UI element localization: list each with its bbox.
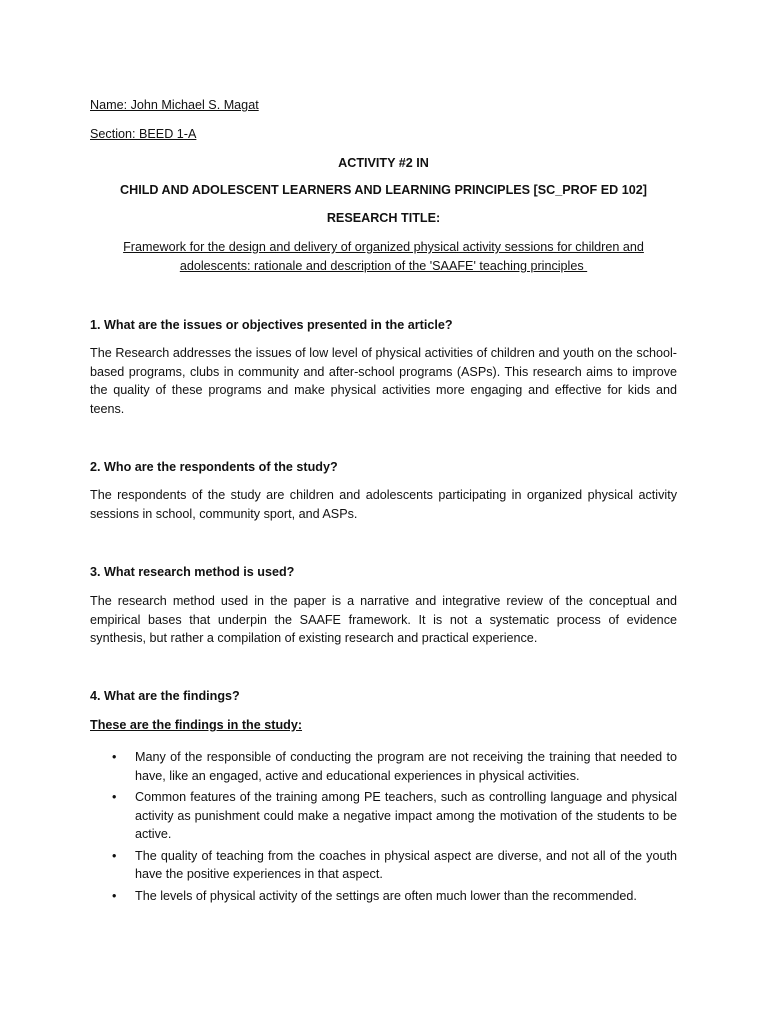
student-name: Name: John Michael S. Magat bbox=[90, 98, 259, 112]
finding-text: Many of the responsible of conducting the program are not receiving the training that needed to have, like an engaged, active and educational experiences in physical activities. bbox=[135, 750, 677, 783]
answer-1: The Research addresses the issues of low level of physical activities of children and youth on the school-based programs, clubs in community and after-school programs (ASPs). This research aims to improve the quality of these programs and make physical activities more engaging and effective for kids and teens. bbox=[90, 346, 677, 416]
bullet-icon: • bbox=[112, 888, 117, 903]
question-3: 3. What research method is used? bbox=[90, 565, 295, 579]
course-heading: CHILD AND ADOLESCENT LEARNERS AND LEARNING PRINCIPLES [SC_PROF ED 102] bbox=[120, 183, 647, 197]
list-item bbox=[112, 847, 677, 884]
research-title-label: RESEARCH TITLE: bbox=[326, 211, 441, 225]
question-1: 1. What are the issues or objectives presented in the article? bbox=[90, 318, 453, 332]
answer-3: The research method used in the paper is a narrative and integrative review of the conceptual and empirical bases that underpin the SAAFE framework. It is not a systematic process of evidence synthesis, but rather a compilation of existing research and practical experience. bbox=[90, 594, 677, 645]
question-4: 4. What are the findings? bbox=[90, 689, 240, 703]
bullet-icon: • bbox=[112, 790, 117, 804]
student-section: Section: BEED 1-A bbox=[90, 127, 197, 141]
list-item bbox=[112, 887, 677, 906]
bullet-icon: • bbox=[112, 848, 117, 863]
research-title-line-1: Framework for the design and delivery of organized physical activity sessions for children and bbox=[123, 240, 644, 254]
finding-text: The levels of physical activity of the settings are often much lower than the recommended. bbox=[135, 888, 637, 903]
activity-heading: ACTIVITY #2 IN bbox=[338, 156, 429, 170]
answer-2: The respondents of the study are children and adolescents participating in organized physical activity sessions in school, community sport, and ASPs. bbox=[90, 488, 677, 521]
bullet-icon: • bbox=[112, 750, 117, 764]
finding-text: Common features of the training among PE teachers, such as controlling language and physical activity as punishment could make a negative impact among the motivation of the students to be active. bbox=[135, 790, 677, 841]
question-2: 2. Who are the respondents of the study? bbox=[90, 460, 338, 474]
finding-text: The quality of teaching from the coaches in physical aspect are diverse, and not all of the youth have the positive experiences in that aspect. bbox=[135, 848, 677, 881]
list-item bbox=[112, 788, 677, 844]
findings-subheading: These are the findings in the study: bbox=[90, 718, 303, 732]
research-title-line-2: adolescents: rationale and description of the 'SAAFE' teaching principles bbox=[179, 259, 588, 273]
list-item bbox=[112, 748, 677, 785]
findings-list bbox=[112, 748, 677, 908]
